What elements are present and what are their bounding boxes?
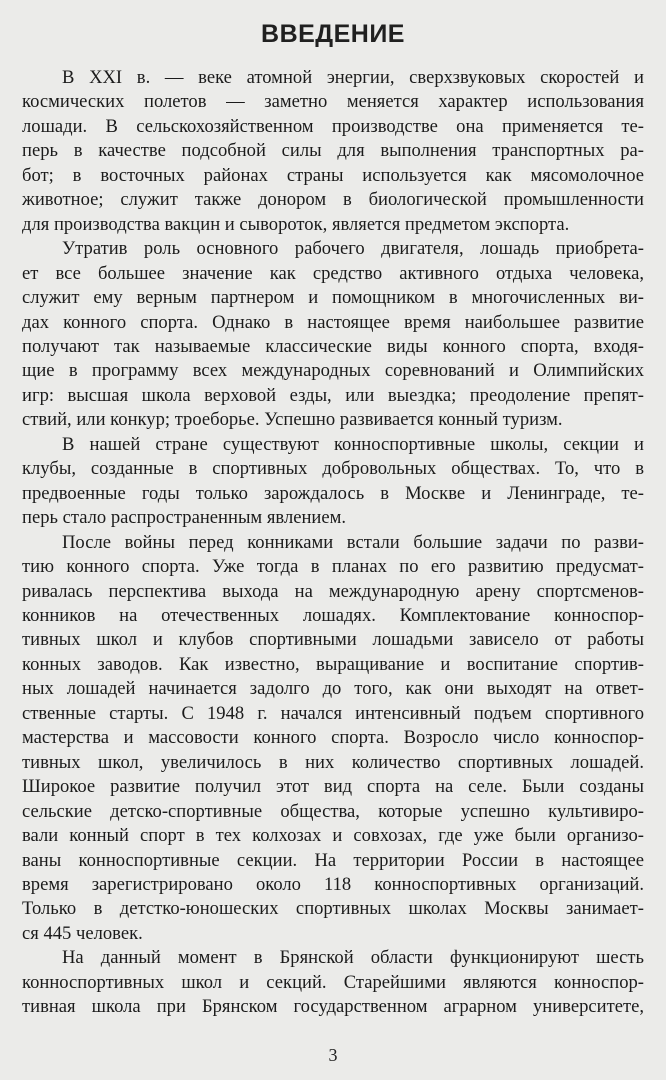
text-line: служит ему верным партнером и помощником в многочисленных ви- [22, 287, 644, 309]
text-line: животное; служит также донором в биологической промышленности [22, 189, 644, 211]
text-line: ных лошадей начинается задолго до того, как они выходят на ответ- [22, 678, 644, 700]
chapter-title: ВВЕДЕНИЕ [261, 20, 405, 48]
text-line: тию конного спорта. Уже тогда в планах по его развитию предусмат- [22, 556, 644, 578]
text-line: Широкое развитие получил этот вид спорта на селе. Были созданы [22, 776, 644, 798]
text-line: Утратив роль основного рабочего двигателя, лошадь приобрета- [62, 238, 644, 260]
text-line: мастерства и массовости конного спорта. Возросло число конноспор- [22, 727, 644, 749]
text-line: сельские детско-спортивные общества, которые успешно культивиро- [22, 800, 644, 822]
text-line: для производства вакцин и сывороток, является предметом экспорта. [22, 213, 570, 235]
text-line: В XXI в. — веке атомной энергии, сверхзвуковых скоростей и [62, 67, 644, 88]
paragraph [22, 237, 644, 433]
paragraph [22, 433, 644, 531]
page-number: 3 [328, 1045, 338, 1065]
body-text [22, 66, 644, 1020]
text-line: ваны конноспортивные секции. На территории России в настоящее [22, 849, 644, 871]
paragraph [22, 531, 644, 947]
text-line: конноспортивных школ и секций. Старейшими являются конноспор- [22, 971, 644, 993]
text-line: тивная школа при Брянском государственном аграрном университете, [22, 996, 644, 1018]
text-line: ственные старты. С 1948 г. начался интенсивный подъем спортивного [22, 702, 644, 724]
text-line: предвоенные годы только зарождалось в Москве и Ленинграде, те- [22, 482, 644, 504]
paragraph [22, 946, 644, 1019]
text-line: ривалась перспектива выхода на международную арену спортсменов- [22, 580, 644, 602]
text-line: время зарегистрировано около 118 конноспортивных организаций. [22, 873, 644, 895]
text-line: перь в качестве подсобной силы для выполнения транспортных ра- [22, 140, 644, 162]
text-line: перь стало распространенным явлением. [22, 507, 347, 529]
text-line: лошади. В сельскохозяйственном производстве она применяется те- [22, 115, 644, 137]
text-line: бот; в восточных районах страны используется как мясомолочное [22, 164, 644, 186]
text-line: клубы, созданные в спортивных добровольных обществах. То, что в [22, 458, 644, 480]
paragraph [22, 66, 644, 237]
text-line: В нашей стране существуют конноспортивные школы, секции и [62, 433, 644, 455]
text-line: Только в детстко-юношеских спортивных школах Москвы занимает- [22, 898, 644, 920]
text-line: игр: высшая школа верховой езды, или выездка; преодоление препят- [22, 384, 644, 406]
text-line: дах конного спорта. Однако в настоящее время наибольшее развитие [22, 311, 644, 333]
text-line: конников на отечественных лошадях. Комплектование конноспор- [22, 604, 644, 626]
text-line: вали конный спорт в тех колхозах и совхозах, где уже были организо- [22, 825, 644, 847]
text-line: тивных школ и клубов спортивными лошадьми зависело от работы [22, 629, 644, 651]
text-line: получают так называемые классические виды конного спорта, входя- [22, 335, 644, 357]
text-line: щие в программу всех международных соревнований и Олимпийских [22, 360, 644, 382]
text-line: ся 445 человек. [22, 922, 143, 944]
text-line: ет все большее значение как средство активного отдыха человека, [22, 262, 644, 284]
text-line: космических полетов — заметно меняется характер использования [22, 91, 644, 113]
text-line: тивных школ, увеличилось в них количество спортивных лошадей. [22, 751, 644, 773]
text-line: После войны перед конниками встали большие задачи по разви- [62, 531, 644, 553]
text-line: На данный момент в Брянской области функционируют шесть [62, 947, 644, 969]
text-line: конных заводов. Как известно, выращивание и воспитание спортив- [22, 653, 644, 675]
text-line: ствий, или конкур; троеборье. Успешно развивается конный туризм. [22, 409, 563, 431]
